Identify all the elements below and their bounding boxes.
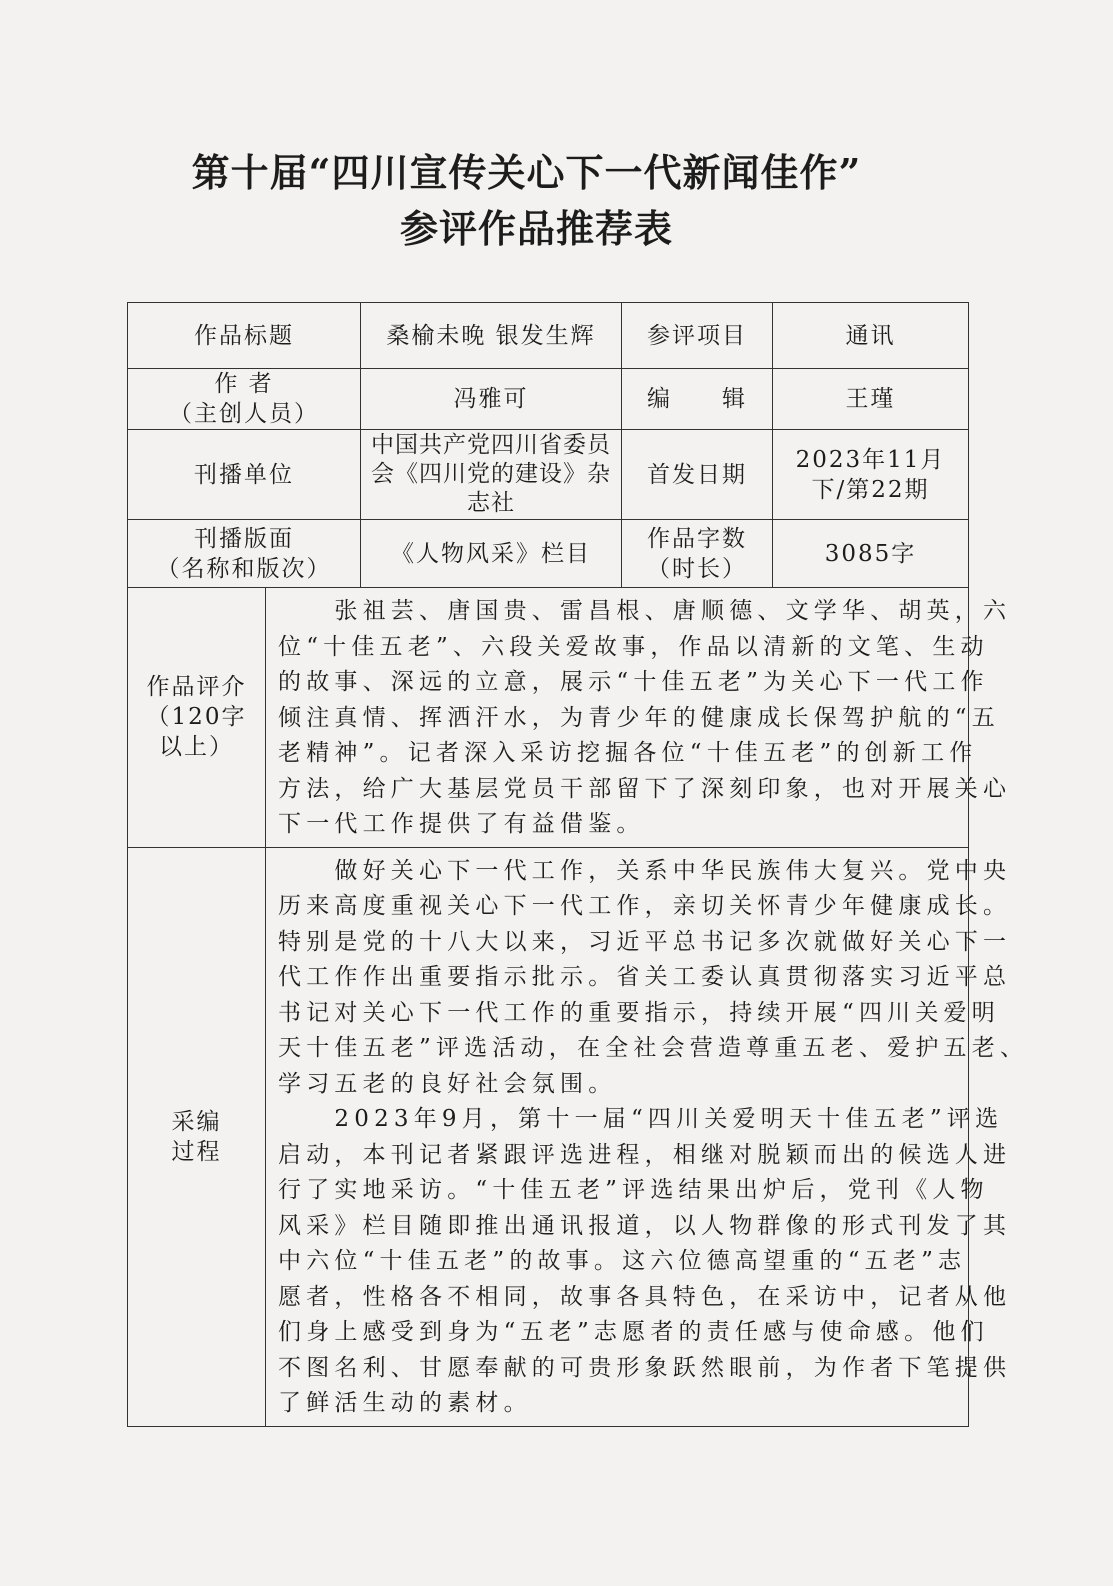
paragraph-line: 倾注真情、挥洒汗水，为青少年的健康成长保驾护航的“五 (278, 704, 1000, 731)
process-label: 采编过程 (128, 847, 266, 1426)
editor-label: 编 辑 (622, 369, 773, 430)
author-label-cell (128, 369, 361, 430)
paragraph-line: 历来高度重视关心下一代工作，亲切关怀青少年健康成长。 (278, 893, 1012, 919)
table-row (128, 369, 969, 430)
work-title-value: 桑榆未晚 银发生辉 (361, 303, 622, 369)
document-subtitle: 参评作品推荐表 (399, 206, 673, 251)
document-title: 第十届“四川宣传关心下一代新闻佳作” (191, 150, 862, 195)
paragraph-line: 书记对关心下一代工作的重要指示，持续开展“四川关爱明 (278, 999, 1000, 1026)
section-value: 《人物风采》栏目 (361, 520, 622, 588)
paragraph-line: 行了实地采访。“十佳五老”评选结果出炉后，党刊《人物 (278, 1177, 989, 1203)
section-label: 刊播版面 (194, 525, 294, 552)
paragraph-line: 启动，本刊记者紧跟评选进程，相继对脱颖而出的候选人进 (278, 1141, 1012, 1168)
paragraph-line: 风采》栏目随即推出通讯报道，以人物群像的形式刊发了其 (278, 1212, 1012, 1239)
section-label-cell (128, 520, 361, 588)
paragraph-line: 方法，给广大基层党员干部留下了深刻印象，也对开展关心 (278, 775, 1012, 802)
publisher-value: 中国共产党四川省委员会《四川党的建设》杂志社 (361, 430, 622, 520)
table-row (128, 303, 969, 369)
publisher-label: 刊播单位 (128, 430, 361, 520)
paragraph-line: 愿者，性格各不相同，故事各具特色，在采访中，记者从他 (278, 1283, 1012, 1310)
recommendation-form-table (127, 302, 1029, 1427)
category-value: 通讯 (773, 303, 969, 369)
work-title-label: 作品标题 (128, 303, 361, 369)
paragraph-line: 们身上感受到身为“五老”志愿者的责任感与使命感。他们 (278, 1319, 989, 1345)
process-text (266, 847, 1029, 1426)
paragraph-line: 代工作作出重要指示批示。省关工委认真贯彻落实习近平总 (278, 964, 1012, 990)
paragraph-line: 张祖芸、唐国贵、雷昌根、唐顺德、文学华、胡英，六 (278, 598, 1012, 624)
editor-value: 王瑾 (773, 369, 969, 430)
author-label: 作 者 (214, 371, 274, 397)
author-value: 冯雅可 (361, 369, 622, 430)
paragraph-line: 做好关心下一代工作，关系中华民族伟大复兴。党中央 (278, 857, 1012, 884)
first-date-value: 2023年11月下/第22期 (773, 430, 969, 520)
paragraph-line: 中六位“十佳五老”的故事。这六位德高望重的“五老”志 (278, 1248, 967, 1274)
paragraph-line: 位“十佳五老”、六段关爱故事，作品以清新的文笔、生动 (278, 633, 989, 660)
review-label: 作品评介（120字以上） (128, 588, 266, 848)
table-row (128, 520, 969, 588)
paragraph-line: 学习五老的良好社会氛围。 (278, 1070, 617, 1097)
category-label: 参评项目 (622, 303, 773, 369)
paragraph-line: 了鲜活生动的素材。 (278, 1390, 532, 1416)
review-text (266, 588, 1012, 848)
section-sublabel: （名称和版次） (156, 555, 332, 582)
author-sublabel: （主创人员） (169, 401, 319, 427)
word-count-value: 3085字 (773, 520, 969, 588)
table-row (128, 847, 969, 1426)
word-count-label-cell (622, 520, 773, 588)
table-row (128, 588, 969, 848)
paragraph-line: 特别是党的十八大以来，习近平总书记多次就做好关心下一 (278, 928, 1012, 955)
paragraph-line: 下一代工作提供了有益借鉴。 (278, 811, 645, 837)
paragraph-line: 2023年9月，第十一届“四川关爱明天十佳五老”评选 (278, 1106, 1004, 1132)
first-date-label: 首发日期 (622, 430, 773, 520)
word-count-sublabel: （时长） (647, 555, 747, 582)
paragraph-line: 不图名利、甘愿奉献的可贵形象跃然眼前，为作者下笔提供 (278, 1354, 1012, 1381)
paragraph-line: 的故事、深远的立意，展示“十佳五老”为关心下一代工作 (278, 669, 989, 695)
paragraph-line: 老精神”。记者深入采访挖掘各位“十佳五老”的创新工作 (278, 740, 978, 766)
word-count-label: 作品字数 (647, 525, 747, 552)
paragraph-line: 天十佳五老”评选活动，在全社会营造尊重五老、爱护五老、 (278, 1035, 1029, 1061)
table-row (128, 430, 969, 520)
